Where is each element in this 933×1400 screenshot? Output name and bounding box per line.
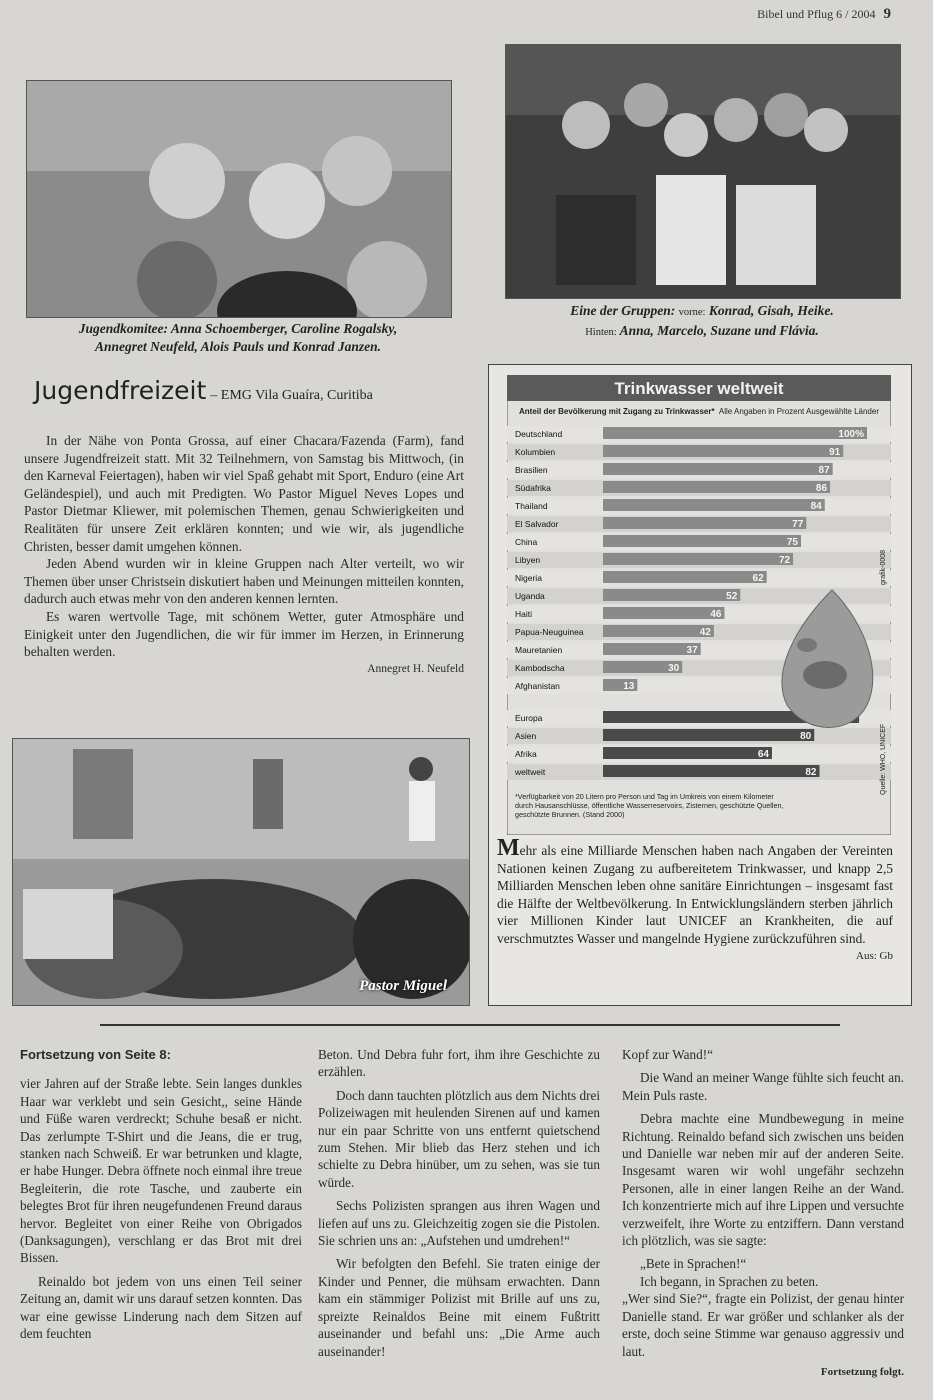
article-paragraph: Es waren wertvolle Tage, mit schönem Wetter, guter Atmosphäre und Einigkeit unter den Jugendlichen, die wir für immer im Herzen, in Erinnerung behalten werden. bbox=[24, 608, 464, 660]
caption-line-1: Jugendkomitee: Anna Schoemberger, Caroline Rogalsky, bbox=[78, 321, 398, 336]
chart-category-label: Kambodscha bbox=[515, 663, 565, 673]
page-number: 9 bbox=[883, 6, 891, 22]
continuation-paragraph: Reinaldo bot jedem von uns einen Teil seiner Zeitung an, damit wir uns darauf setzen konnten. Das war eine gewisse Linderung nach dem Sitzen auf dem feuchten bbox=[20, 1273, 302, 1342]
chart-subtitle-right: Alle Angaben in Prozent Ausgewählte Länder bbox=[718, 407, 879, 416]
chart-value-label: 86 bbox=[815, 483, 828, 494]
chart-category-label: Mauretanien bbox=[515, 645, 563, 655]
chart-category-label: Kolumbien bbox=[515, 447, 556, 457]
photo-caption-group bbox=[505, 302, 899, 342]
continuation-column-1 bbox=[20, 1046, 302, 1349]
chart-source: Quelle: WHO, UNICEF bbox=[880, 723, 887, 795]
chart-footnote: *Verfügbarkeit von 20 Litern pro Person und Tag im Umkreis von einem Kilometer bbox=[515, 792, 774, 801]
article-paragraph: In der Nähe von Ponta Grossa, auf einer Chacara/Fazenda (Farm), fand unsere Jugendfreizeit statt. Mit 32 Teilnehmern, von Samstag bis Mittwoch, (in den Karneval Feiertagen), haben wir viel Spaß gehabt mit Sport, Enduro (eine Art Geländespiel), und auch mit Predigten. Wo Pastor Miguel Neves Lopes und Pastor Dietmar Kliewer, mit polemischen Themen, genau Schwierigkeiten und Realitäten für unsere Zeit erklären konnten; und wie wir, als jugendliche Christen, besser damit umgehen können. bbox=[24, 433, 464, 554]
chart-footnote: geschützte Brunnen. (Stand 2000) bbox=[515, 810, 625, 819]
chart-title: Trinkwasser weltweit bbox=[614, 379, 784, 398]
photo-youth-committee bbox=[26, 80, 452, 318]
chart-category-label: Europa bbox=[515, 713, 543, 723]
chart-category-label: Südafrika bbox=[515, 483, 551, 493]
continuation-paragraph: „Wer sind Sie?“, fragte ein Polizist, der genau hinter Danielle stand. Er war größer und schlanker als der erste, doch seine Stimme war genauso aggressiv und laut. bbox=[622, 1291, 904, 1359]
photo-caption-committee bbox=[26, 320, 450, 356]
article-subtitle: – EMG Vila Guaíra, Curitiba bbox=[210, 388, 373, 403]
chart-category-label: Brasilien bbox=[515, 465, 548, 475]
chart-category-label: Haiti bbox=[515, 609, 533, 619]
chart-bar bbox=[603, 481, 830, 493]
chart-value-label: 30 bbox=[668, 663, 680, 674]
chart-value-label: 91 bbox=[829, 447, 841, 458]
chart-value-label: 37 bbox=[686, 645, 698, 656]
caption-line-2: Annegret Neufeld, Alois Pauls und Konrad Janzen. bbox=[94, 339, 382, 354]
chart-value-label: 82 bbox=[805, 767, 817, 778]
continuation-paragraph: vier Jahren auf der Straße lebte. Sein langes dunkles Haar war verklebt und sein Gesicht,, seine Hände und Füße waren verdreckt; Schuhe besaß er nicht. Das zerlumpte T-Shirt und die Jeans, die er trug, stanken nach Schweiß. Er war betrunken und klagte, er habe Hunger. Debra öffnete noch einmal ihre treue Begleiterin, die rote Tasche, und zauberte ein belegtes Brot für ihren neugefundenen Freund daraus hervor. Begleitet von einer Reihe von Obrigados (Danksagungen), verschlang er das Brot mit drei Bissen. bbox=[20, 1076, 302, 1266]
chart-bar bbox=[603, 535, 801, 547]
chart-bar bbox=[603, 499, 825, 511]
chart-bar bbox=[603, 517, 806, 529]
chart-bar bbox=[603, 765, 819, 777]
running-header bbox=[757, 6, 891, 23]
article-title: Jugendfreizeit bbox=[34, 376, 207, 405]
classroom-silhouettes-icon bbox=[13, 739, 469, 1005]
continuation-paragraph: Debra machte eine Mundbewegung in meine Richtung. Reinaldo befand sich zwischen uns beiden und Danielle war neben mir auf der anderen Seite. Insgesamt waren wir wohl ungefähr sechzehn Personen, alle in einer langen Reihe an der Wand. Ich konzentrierte mich auf ihre Lippen und versuchte verzweifelt, ihre Worte zu entziffern. Dann verstand ich plötzlich, was sie sagte: bbox=[622, 1111, 904, 1249]
chart-bar bbox=[603, 589, 740, 601]
continuation-paragraph: Sechs Polizisten sprangen aus ihren Wagen und liefen auf uns zu. Gleichzeitig zogen sie die Pistolen. Sie schrien uns an: „Aufstehen und umdrehen!“ bbox=[318, 1198, 600, 1249]
chart-category-label: Thailand bbox=[515, 501, 548, 511]
infobox-dropcap: M bbox=[497, 835, 520, 861]
section-divider bbox=[100, 1024, 840, 1026]
chart-subtitle-left: Anteil der Bevölkerung mit Zugang zu Trinkwasser* bbox=[519, 407, 715, 416]
chart-category-label: Afghanistan bbox=[515, 681, 560, 691]
chart-bar bbox=[603, 445, 843, 457]
group-silhouettes-icon bbox=[506, 45, 900, 298]
continuation-paragraph: Ich begann, in Sprachen zu beten. bbox=[640, 1273, 819, 1289]
chart-value-label: 13 bbox=[623, 681, 635, 692]
chart-value-label: 77 bbox=[792, 519, 804, 530]
continuation-column-3 bbox=[622, 1046, 904, 1381]
chart-value-label: 87 bbox=[818, 465, 830, 476]
infobox-body: ehr als eine Milliarde Menschen haben nach Angaben der Vereinten Nationen keinen Zugang zu aufbereitetem Trinkwasser, und knapp 2,5 Milliarden Menschen leben ohne sanitäre Einrichtungen – insgesamt fast die Hälfte der Weltbevölkerung. In Entwicklungsländern sterben jährlich vier Millionen Kinder laut UNICEF an Krankheiten, die auf verschmutztes Wasser und mangelnde Hygiene zurückzuführen sind. bbox=[497, 843, 893, 946]
chart-category-label: Papua-Neuguinea bbox=[515, 627, 584, 637]
continuation-paragraph: Die Wand an meiner Wange fühlte sich feucht an. Mein Puls raste. bbox=[622, 1070, 904, 1103]
caption-group-label: Eine der Gruppen: bbox=[570, 303, 676, 318]
chart-bar bbox=[603, 553, 793, 565]
chart-value-label: 46 bbox=[710, 609, 722, 620]
photo-group bbox=[505, 44, 901, 299]
chart-value-label: 52 bbox=[726, 591, 738, 602]
chart-bar bbox=[603, 607, 724, 619]
chart-value-label: 84 bbox=[810, 501, 822, 512]
chart-bar bbox=[603, 729, 814, 741]
chart-value-label: 62 bbox=[752, 573, 764, 584]
chart-category-label: El Salvador bbox=[515, 519, 559, 529]
photo-pastor-miguel bbox=[12, 738, 470, 1006]
article-paragraph: Jeden Abend wurden wir in kleine Gruppen nach Alter verteilt, wo wir Themen über unser Christsein diskutiert haben und Meinungen mitteilen konnten, dadurch auch etwas mehr von den anderen kennen lernten. bbox=[24, 556, 464, 607]
article-signature: Annegret H. Neufeld bbox=[367, 662, 464, 675]
chart-bar bbox=[603, 571, 767, 583]
continuation-column-2 bbox=[318, 1046, 600, 1366]
continuation-paragraph: „Bete in Sprachen!“ bbox=[640, 1256, 747, 1272]
chart-bar bbox=[603, 463, 833, 475]
chart-value-label: 64 bbox=[757, 749, 769, 760]
chart-category-label: China bbox=[515, 537, 538, 547]
chart-category-label: weltweit bbox=[515, 767, 546, 777]
chart-badge: grafik-0008 bbox=[880, 549, 887, 585]
caption-back-label: Hinten: bbox=[585, 327, 617, 338]
chart-value-label: 100% bbox=[838, 429, 864, 440]
chart-category-label: Afrika bbox=[515, 749, 537, 759]
infobox-text bbox=[497, 835, 893, 965]
chart-category-label: Deutschland bbox=[515, 429, 563, 439]
chart-bar bbox=[603, 747, 772, 759]
infobox-drinking-water bbox=[488, 364, 912, 1006]
caption-front-label: vorne: bbox=[678, 307, 706, 318]
article-body bbox=[24, 432, 464, 678]
chart-value-label: 72 bbox=[778, 555, 791, 566]
chart-category-label: Nigeria bbox=[515, 573, 542, 583]
journal-issue: Bibel und Pflug 6 / 2004 bbox=[757, 7, 876, 21]
continuation-heading: Fortsetzung von Seite 8: bbox=[20, 1047, 171, 1062]
continuation-paragraph: Wir befolgten den Befehl. Sie traten einige der Kinder und Penner, die mühsam erwachten. Dann kam ein stämmiger Polizist mit Brille auf uns zu, spreizte Reinaldos Beine mit einem Fußtritt auseinander und befahl uns: „Die Arme auch auseinander! bbox=[318, 1256, 600, 1359]
chart-category-label: Uganda bbox=[515, 591, 545, 601]
chart-footnote: durch Hausanschlüsse, öffentliche Wasserreservoirs, Zisternen, geschützte Quellen, bbox=[515, 801, 784, 810]
chart-category-label: Asien bbox=[515, 731, 537, 741]
drinking-water-chart bbox=[507, 375, 891, 835]
caption-front-names: Konrad, Gisah, Heike. bbox=[708, 303, 834, 318]
continuation-paragraph: Kopf zur Wand!“ bbox=[622, 1047, 713, 1062]
chart-category-label: Libyen bbox=[515, 555, 541, 565]
photo-overlay-label: Pastor Miguel bbox=[359, 978, 447, 994]
caption-back-names: Anna, Marcelo, Suzane und Flávia. bbox=[619, 323, 819, 338]
continuation-paragraph: Doch dann tauchten plötzlich aus dem Nichts drei Polizeiwagen mit heulenden Sirenen auf und kamen nur ein paar Schritte von uns entfernt quietschend zum Stehen. Mir blieb das Herz stehen und ich schielte zu Debra hinüber, um zu sehen, was sie tun würde. bbox=[318, 1087, 600, 1190]
article-heading bbox=[34, 376, 474, 405]
chart-bar bbox=[603, 625, 714, 637]
continuation-footer: Fortsetzung folgt. bbox=[820, 1365, 904, 1378]
chart-value-label: 75 bbox=[786, 537, 798, 548]
chart-value-label: 80 bbox=[800, 731, 812, 742]
infobox-source: Aus: Gb bbox=[856, 949, 893, 962]
people-silhouettes-icon bbox=[27, 81, 451, 317]
chart-value-label: 42 bbox=[699, 627, 711, 638]
chart-bar bbox=[603, 427, 867, 439]
continuation-paragraph: Beton. Und Debra fuhr fort, ihm ihre Geschichte zu erzählen. bbox=[318, 1047, 600, 1080]
